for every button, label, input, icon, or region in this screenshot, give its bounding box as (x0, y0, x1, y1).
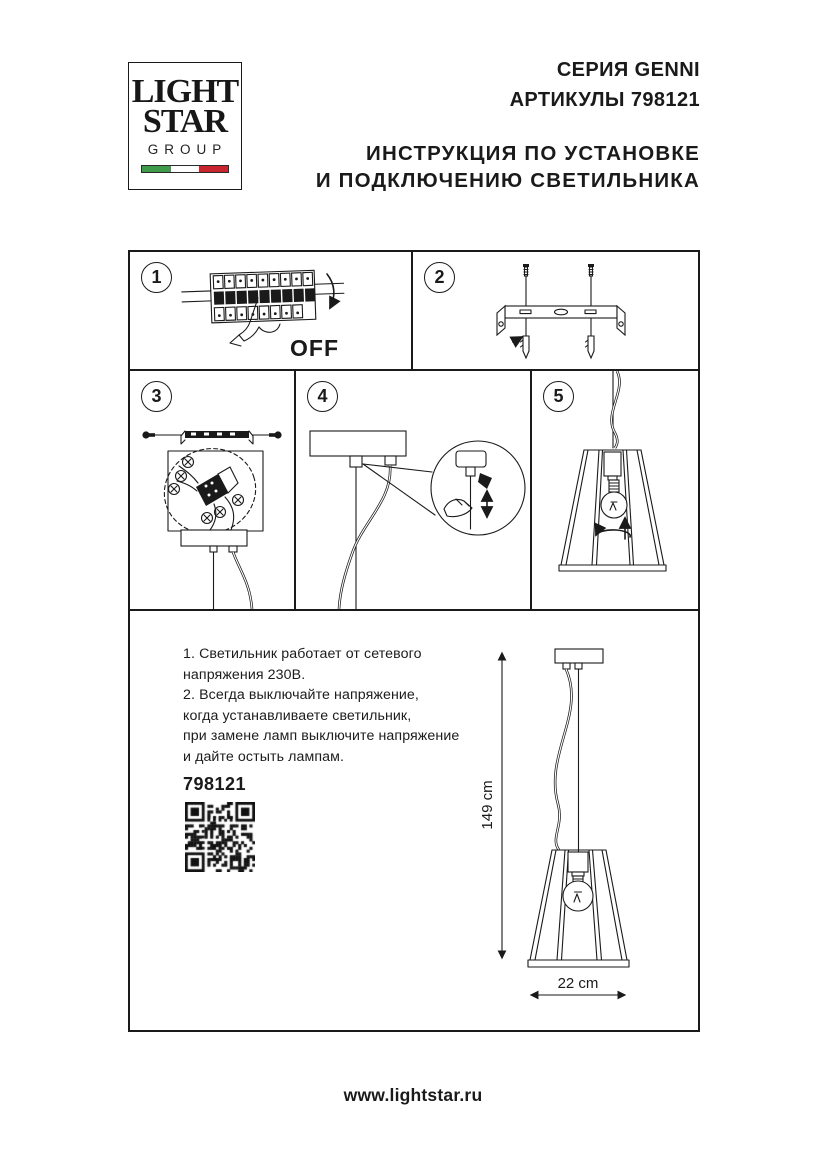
logo-word-group: GROUP (147, 142, 228, 157)
logo-word-light: LIGHT (131, 73, 239, 110)
step-5-number: 5 (543, 381, 574, 412)
logo-word-star: STAR (142, 103, 228, 140)
lightstar-logo (128, 62, 242, 190)
doc-title-line2: И ПОДКЛЮЧЕНИЮ СВЕТИЛЬНИКА (315, 169, 700, 192)
breaker-off-illustration (130, 252, 411, 369)
step-1-panel (130, 252, 413, 371)
screw-icon (523, 264, 529, 306)
step-3-number: 3 (141, 381, 172, 412)
step-1-number: 1 (141, 262, 172, 293)
step-4-panel (296, 371, 532, 611)
qr-code (185, 802, 255, 872)
notes-panel (130, 611, 698, 1030)
step-4-number: 4 (307, 381, 338, 412)
height-dimension-label: 149 cm (479, 780, 496, 830)
step-2-number: 2 (424, 262, 455, 293)
wall-anchor-icon (586, 336, 595, 358)
steps-table (128, 250, 700, 1032)
articles-label: АРТИКУЛЫ 798121 (509, 89, 700, 111)
step-5-panel (532, 371, 698, 611)
step-3-panel (130, 371, 296, 611)
bracket-illustration (413, 252, 698, 369)
doc-title-line1: ИНСТРУКЦИЯ ПО УСТАНОВКЕ (366, 142, 700, 165)
width-dimension-label: 22 cm (557, 975, 599, 992)
website-url: www.lightstar.ru (343, 1085, 483, 1105)
series-label: СЕРИЯ GENNI (556, 59, 700, 81)
safety-notes: 1. Светильник работает от сетевого напряжения 230В. 2. Всегда выключайте напряжение, когда устанавливаете светильник, при замене ламп выключите напряжение и дайте остыть лампам. (183, 646, 460, 765)
italian-flag-icon (141, 165, 229, 173)
header (316, 55, 700, 194)
pendant-dimension-drawing (460, 634, 640, 1014)
wall-anchor-icon (513, 336, 529, 358)
step-2-panel (413, 252, 698, 371)
article-number: 798121 (183, 774, 247, 794)
screw-icon (588, 264, 594, 306)
rotate-down-arrow-icon (327, 274, 334, 308)
off-label: OFF (290, 335, 339, 361)
